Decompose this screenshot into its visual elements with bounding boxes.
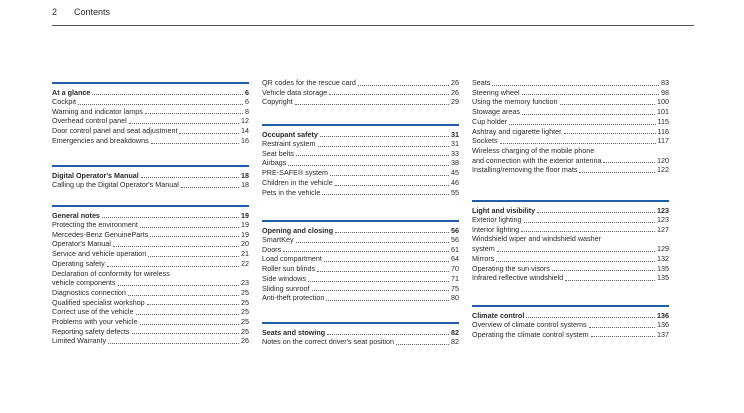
page-header <box>52 7 694 21</box>
section-divider <box>262 124 459 126</box>
toc-entry-title: Using the memory function <box>472 97 558 107</box>
toc-entry-page: 120 <box>657 155 669 165</box>
toc-entry-title: Mirrors <box>472 253 495 263</box>
toc-entry[interactable] <box>472 273 669 283</box>
toc-section-heading[interactable]: Seats and stowing 82 <box>262 328 459 337</box>
dot-leader <box>591 336 655 337</box>
toc-entry-title: Cockpit <box>52 97 76 106</box>
page-title: Contents <box>74 7 111 17</box>
toc-entry[interactable] <box>52 126 249 136</box>
dot-leader <box>148 256 239 257</box>
toc-entry[interactable] <box>262 235 459 245</box>
toc-entry[interactable] <box>472 78 669 88</box>
toc-entry-title: Exterior lighting <box>472 215 522 224</box>
toc-section-heading[interactable]: Opening and closing 56 <box>262 226 459 235</box>
toc-entry-title: Copyright <box>262 97 293 107</box>
toc-section-opening-closing <box>262 220 459 303</box>
toc-section-continued <box>262 78 459 107</box>
toc-entry-title: Seat belts <box>262 148 294 158</box>
dot-leader <box>358 85 449 86</box>
toc-entry[interactable] <box>52 288 249 298</box>
toc-entry[interactable] <box>472 330 669 340</box>
toc-entry[interactable] <box>52 97 249 107</box>
dot-leader <box>108 343 239 344</box>
dot-leader <box>296 155 449 156</box>
toc-entry-title: SmartKey <box>262 235 294 244</box>
toc-entry[interactable] <box>472 225 669 235</box>
toc-entry[interactable] <box>262 97 459 107</box>
toc-entry-page: 12 <box>241 116 249 126</box>
toc-entry[interactable] <box>52 220 249 230</box>
toc-entry[interactable] <box>472 88 669 98</box>
toc-entry-title: Reporting safety defects <box>52 326 130 336</box>
toc-entry-title: Interior lighting <box>472 224 520 234</box>
dot-leader <box>128 295 239 296</box>
toc-entry-title: Sockets <box>472 136 498 146</box>
toc-entry-title: Emergencies and breakdowns <box>52 135 149 145</box>
dot-leader <box>118 285 239 286</box>
section-divider <box>472 305 669 307</box>
toc-entry[interactable] <box>52 230 249 240</box>
toc-entry-page: 132 <box>657 253 669 263</box>
toc-entry-page: 64 <box>451 254 459 264</box>
toc-entry-page: 45 <box>451 168 459 178</box>
toc-entry[interactable] <box>262 158 459 168</box>
dot-leader <box>509 124 655 125</box>
toc-section-heading[interactable]: Light and visibility 123 <box>472 206 669 215</box>
toc-entry-title: Vehicle data storage <box>262 87 328 97</box>
toc-entry-page: 29 <box>451 97 459 107</box>
toc-entry-title: Installing/removing the floor mats <box>472 165 578 175</box>
toc-entry-page: 21 <box>241 249 249 259</box>
toc-entry-page: 55 <box>451 187 459 197</box>
toc-entry-page: 33 <box>451 148 459 158</box>
toc-entry-title: Overhead control panel <box>52 116 127 126</box>
toc-entry-page: 122 <box>657 165 669 175</box>
toc-entry-title: Sliding sunroof <box>262 283 310 293</box>
dot-leader <box>179 133 239 134</box>
toc-entry[interactable] <box>52 180 249 190</box>
toc-entry-page: 137 <box>657 329 669 339</box>
toc-entry[interactable] <box>52 259 249 269</box>
toc-entry[interactable] <box>262 264 459 274</box>
dot-leader <box>329 94 449 95</box>
toc-entry[interactable] <box>262 168 459 178</box>
toc-entry-title: Load compartment <box>262 254 322 264</box>
toc-section-heading[interactable]: At a glance 6 <box>52 88 249 97</box>
toc-entry-title: QR codes for the rescue card <box>262 78 356 87</box>
dot-leader <box>579 172 655 173</box>
dot-leader <box>107 266 239 267</box>
toc-entry-title: Mercedes-Benz GenuineParts <box>52 229 149 239</box>
toc-entry[interactable] <box>52 298 249 308</box>
toc-entry-page: 71 <box>451 273 459 283</box>
dot-leader <box>318 146 449 147</box>
toc-entry[interactable] <box>472 320 669 330</box>
toc-section-digital-manual <box>52 165 249 190</box>
toc-entry[interactable] <box>52 317 249 327</box>
toc-entry-page: 135 <box>657 273 669 283</box>
toc-entry-page: 83 <box>661 78 669 87</box>
toc-entry-line[interactable]: Wireless charging of the mobile phone <box>472 145 595 155</box>
toc-entry-page: 31 <box>451 139 459 148</box>
toc-entry-title: Seats <box>472 78 491 87</box>
toc-entry-title: Roller sun blinds <box>262 264 316 274</box>
dot-leader <box>522 94 659 95</box>
dot-leader <box>140 324 240 325</box>
dot-leader <box>589 327 655 328</box>
toc-entry-page: 101 <box>657 107 669 117</box>
toc-entry[interactable] <box>262 293 459 303</box>
toc-entry[interactable] <box>472 136 669 146</box>
dot-leader <box>151 143 239 144</box>
section-divider <box>52 205 249 207</box>
toc-entry[interactable] <box>52 336 249 346</box>
toc-entry-title: Qualified specialist workshop <box>52 297 145 307</box>
toc-entry-title: Children in the vehicle <box>262 177 333 187</box>
toc-entry-page: 26 <box>451 87 459 97</box>
dot-leader <box>78 104 243 105</box>
page-number: 2 <box>52 7 58 17</box>
toc-entry-page: 135 <box>657 263 669 273</box>
toc-entry-line[interactable]: Declaration of conformity for wireless <box>52 268 170 278</box>
toc-entry-page: 6 <box>245 97 249 106</box>
dot-leader <box>603 162 655 163</box>
toc-entry-title: Operating safety <box>52 258 105 268</box>
toc-entry-page: 61 <box>451 244 459 254</box>
toc-entry[interactable] <box>472 254 669 264</box>
section-divider <box>472 200 669 202</box>
toc-entry-page: 25 <box>241 297 249 307</box>
toc-entry-page: 46 <box>451 177 459 187</box>
toc-entry-title: Side windows <box>262 273 306 283</box>
toc-entry-page: 123 <box>657 215 669 224</box>
toc-entry[interactable] <box>472 215 669 225</box>
dot-leader <box>288 165 449 166</box>
dot-leader <box>521 231 655 232</box>
toc-entry-title: Calling up the Digital Operator's Manual <box>52 180 179 189</box>
toc-entry-page: 98 <box>661 87 669 97</box>
toc-entry[interactable] <box>262 337 459 347</box>
toc-entry[interactable] <box>472 244 669 254</box>
toc-section-at-a-glance <box>52 82 249 146</box>
dot-leader <box>136 314 240 315</box>
toc-entry[interactable] <box>472 97 669 107</box>
toc-entry-page: 8 <box>245 106 249 116</box>
toc-entry[interactable] <box>52 307 249 317</box>
toc-section-seats-stowing <box>262 322 459 347</box>
toc-entry-page: 127 <box>657 224 669 234</box>
toc-entry-title: Operator's Manual <box>52 239 111 249</box>
toc-entry-page: 82 <box>451 337 459 346</box>
toc-entry-title: Doors <box>262 244 282 254</box>
toc-entry-title: Protecting the environment <box>52 220 138 229</box>
toc-entry-title: Infrared reflective windshield <box>472 273 564 283</box>
section-divider <box>52 165 249 167</box>
toc-entry-page: 25 <box>241 307 249 317</box>
toc-entry-page: 38 <box>451 158 459 168</box>
toc-entry-title: Operating the sun visors <box>472 263 550 273</box>
dot-leader <box>500 143 656 144</box>
toc-entry[interactable] <box>52 239 249 249</box>
dot-leader <box>565 280 655 281</box>
toc-entry-page: 18 <box>241 180 249 189</box>
toc-entry-page: 26 <box>451 78 459 87</box>
toc-entry-title: Steering wheel <box>472 87 520 97</box>
toc-entry-page: 117 <box>657 136 669 146</box>
toc-entry-page: 70 <box>451 264 459 274</box>
toc-entry-page: 19 <box>241 220 249 229</box>
dot-leader <box>524 222 655 223</box>
toc-entry-page: 22 <box>241 258 249 268</box>
toc-entry-title: Warning and indicator lamps <box>52 106 143 116</box>
toc-entry[interactable] <box>262 254 459 264</box>
toc-entry-page: 25 <box>241 317 249 327</box>
toc-entry[interactable] <box>262 188 459 198</box>
toc-section-heading[interactable]: General notes 19 <box>52 211 249 220</box>
toc-entry[interactable] <box>472 107 669 117</box>
toc-entry[interactable] <box>262 178 459 188</box>
toc-entry-title: Restraint system <box>262 139 316 148</box>
dot-leader <box>497 251 655 252</box>
toc-entry-title: Anti-theft protection <box>262 293 325 303</box>
toc-entry-page: 75 <box>451 283 459 293</box>
toc-entry[interactable] <box>262 274 459 284</box>
dot-leader <box>283 251 449 252</box>
toc-entry-title: Diagnostics connection <box>52 287 126 297</box>
toc-entry-page: 16 <box>241 135 249 145</box>
toc-section-continued <box>472 78 669 175</box>
toc-entry-page: 20 <box>241 239 249 249</box>
dot-leader <box>296 242 449 243</box>
dot-leader <box>140 227 239 228</box>
dot-leader <box>181 187 239 188</box>
toc-entry[interactable] <box>52 327 249 337</box>
toc-entry-title: Limited Warranty <box>52 336 107 346</box>
toc-entry-title: Ashtray and cigarette lighter <box>472 126 562 136</box>
toc-entry-page: 100 <box>657 97 669 107</box>
toc-entry-page: 56 <box>451 235 459 244</box>
toc-entry[interactable] <box>262 88 459 98</box>
toc-entry-page: 25 <box>241 287 249 297</box>
toc-entry-page: 19 <box>241 229 249 239</box>
dot-leader <box>317 271 449 272</box>
toc-entry[interactable] <box>262 139 459 149</box>
dot-leader <box>147 304 239 305</box>
dot-leader <box>129 123 239 124</box>
toc-entry-title: Correct use of the vehicle <box>52 307 134 317</box>
toc-entry-title: Notes on the correct driver's seat position <box>262 337 395 346</box>
toc-entry-title: PRE-SAFE® system <box>262 168 329 178</box>
toc-entry[interactable] <box>472 117 669 127</box>
toc-entry-page: 115 <box>657 116 669 126</box>
toc-entry-title: Cup holder <box>472 116 508 126</box>
toc-entry-page: 25 <box>241 326 249 336</box>
toc-section-occupant-safety <box>262 124 459 197</box>
toc-entry-title: Operating the climate control system <box>472 329 589 339</box>
dot-leader <box>522 114 655 115</box>
toc-section-light-visibility <box>472 200 669 283</box>
dot-leader <box>150 236 239 237</box>
section-divider <box>52 82 249 84</box>
dot-leader <box>113 246 239 247</box>
toc-entry-page: 26 <box>241 336 249 346</box>
toc-entry[interactable] <box>52 116 249 126</box>
toc-entry-line[interactable]: Windshield wiper and windshield washer <box>472 234 602 244</box>
toc-entry-page: 136 <box>657 320 669 329</box>
dot-leader <box>552 270 655 271</box>
toc-entry-page: 14 <box>241 126 249 136</box>
toc-entry[interactable] <box>52 107 249 117</box>
dot-leader <box>312 290 449 291</box>
toc-entry-title: Overview of climate control systems <box>472 320 587 329</box>
toc-entry[interactable] <box>262 284 459 294</box>
dot-leader <box>396 344 449 345</box>
dot-leader <box>496 261 655 262</box>
toc-entry[interactable] <box>262 245 459 255</box>
dot-leader <box>560 104 656 105</box>
toc-entry-title: Problems with your vehicle <box>52 317 138 327</box>
toc-entry-title: Service and vehicle operation <box>52 249 147 259</box>
dot-leader <box>308 281 449 282</box>
toc-entry-title: vehicle components <box>52 278 116 288</box>
toc-entry[interactable] <box>52 249 249 259</box>
toc-section-general-notes <box>52 205 249 346</box>
dot-leader <box>335 185 449 186</box>
toc-entry-page: 116 <box>657 126 669 136</box>
toc-entry-page: 129 <box>657 244 669 254</box>
toc-entry[interactable] <box>262 78 459 88</box>
toc-section-heading[interactable]: Climate control 136 <box>472 311 669 320</box>
dot-leader <box>322 194 449 195</box>
dot-leader <box>324 261 449 262</box>
dot-leader <box>145 113 243 114</box>
toc-entry-title: system <box>472 244 495 254</box>
toc-section-heading[interactable]: Digital Operator's Manual 18 <box>52 171 249 180</box>
toc-entry[interactable] <box>472 156 669 166</box>
toc-entry-page: 80 <box>451 293 459 303</box>
toc-entry-title: Pets in the vehicle <box>262 187 321 197</box>
dot-leader <box>564 133 656 134</box>
toc-entry[interactable] <box>262 149 459 159</box>
section-divider <box>262 220 459 222</box>
toc-entry-page: 23 <box>241 278 249 288</box>
toc-entry[interactable] <box>52 278 249 288</box>
dot-leader <box>330 175 449 176</box>
dot-leader <box>132 333 239 334</box>
toc-entry-title: Airbags <box>262 158 287 168</box>
toc-entry[interactable] <box>472 127 669 137</box>
dot-leader <box>295 104 449 105</box>
toc-section-climate-control <box>472 305 669 339</box>
dot-leader <box>492 85 659 86</box>
toc-entry[interactable] <box>52 136 249 146</box>
toc-entry-title: and connection with the exterior antenna <box>472 155 602 165</box>
toc-entry[interactable] <box>472 264 669 274</box>
dot-leader <box>326 300 449 301</box>
section-divider <box>262 322 459 324</box>
toc-entry[interactable] <box>472 165 669 175</box>
toc-entry-title: Stowage areas <box>472 107 520 117</box>
toc-entry-title: Door control panel and seat adjustment <box>52 126 178 136</box>
toc-section-heading[interactable]: Occupant safety 31 <box>262 130 459 139</box>
header-divider <box>52 25 694 26</box>
